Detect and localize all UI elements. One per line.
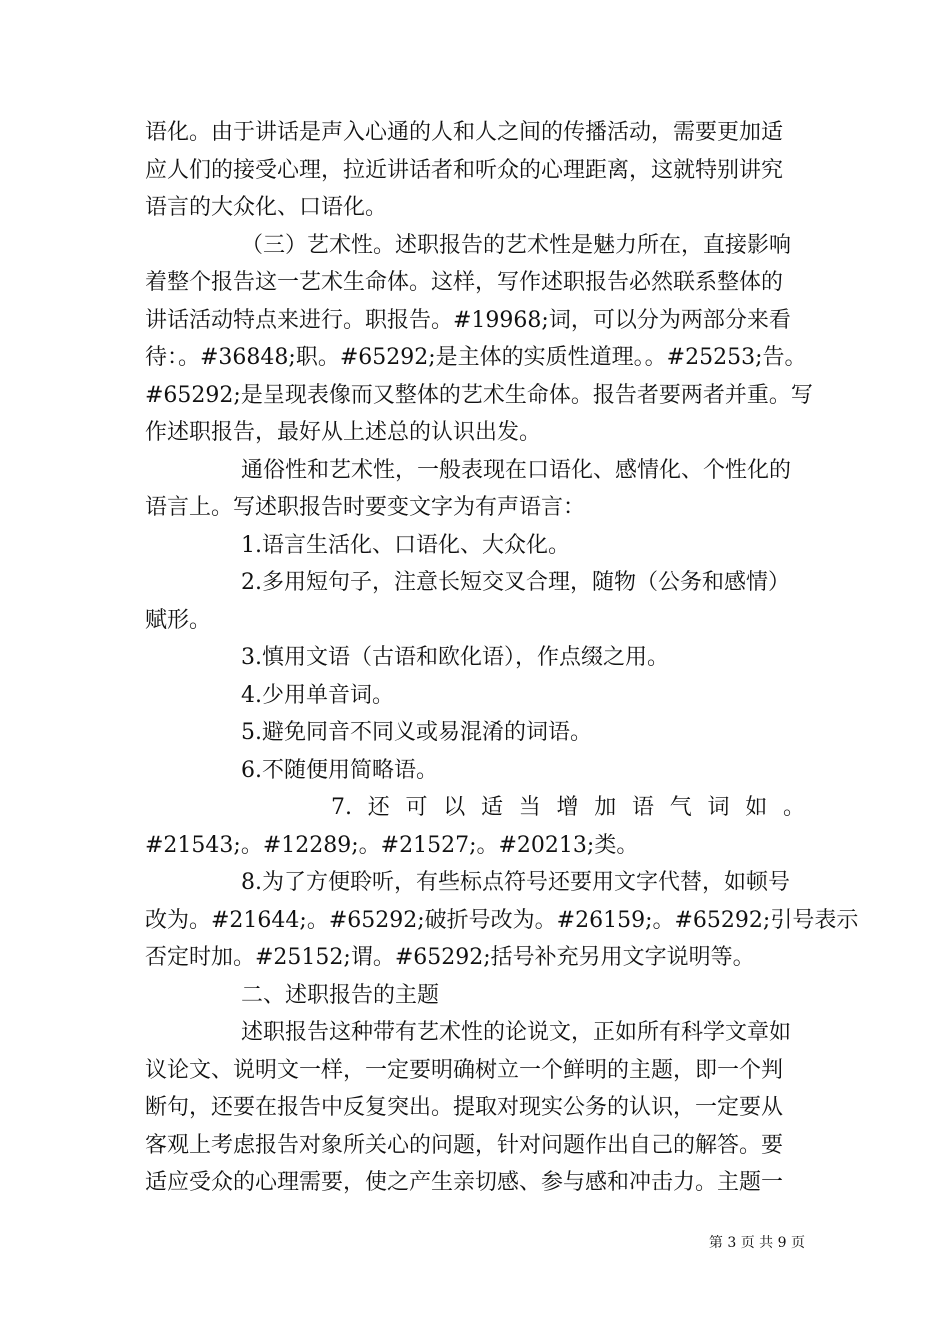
word: 语: [631, 795, 654, 820]
text-line: #21543;。#12289;。#21527;。#20213;类。: [145, 832, 639, 858]
text-line: 讲话活动特点来进行。职报告。#19968;词，可以分为两部分来看: [145, 307, 791, 333]
list-item: 1.语言生活化、口语化、大众化。: [241, 532, 570, 558]
word: 增: [556, 795, 579, 820]
justified-list-item: [145, 789, 805, 827]
text-line: （三）艺术性。述职报告的艺术性是魅力所在，直接影响: [241, 232, 792, 258]
text-line: 应人们的接受心理，拉近讲话者和听众的心理距离，这就特别讲究: [145, 157, 784, 183]
text-line: 待：。#36848;职。#65292;是主体的实质性道理。。#25253;告。: [145, 345, 807, 370]
word: 加: [594, 795, 617, 820]
page-number: 第 3 页 共 9 页: [708, 1235, 805, 1251]
body-text: [145, 114, 859, 1202]
text-line: 语言的大众化、口语化。: [145, 195, 388, 220]
text-line: 适应受众的心理需要，使之产生亲切感、参与感和冲击力。主题一: [145, 1170, 784, 1195]
text-line: 作述职报告，最好从上述总的认识出发。: [145, 420, 542, 445]
list-item: 2.多用短句子，注意长短交叉合理，随物（公务和感情）: [241, 570, 790, 595]
text-line: 赋形。: [145, 607, 212, 633]
word: 如: [745, 795, 768, 820]
list-item: 8.为了方便聆听，有些标点符号还要用文字代替，如顿号: [241, 870, 790, 895]
word: 以: [443, 795, 466, 820]
list-item: 3.慎用文语（古语和欧化语），作点缀之用。: [241, 645, 669, 670]
text-line: 语化。由于讲话是声入心通的人和人之间的传播活动，需要更加适: [145, 120, 784, 145]
list-item: 4.少用单音词。: [241, 682, 394, 708]
text-line: 断句，还要在报告中反复突出。提取对现实公务的认识，一定要从: [145, 1095, 784, 1120]
word: 气: [669, 795, 692, 820]
text-line: 改为。#21644;。#65292;破折号改为。#26159;。#65292;引号表示: [145, 907, 859, 933]
word: 词: [707, 795, 730, 820]
text-line: 述职报告这种带有艺术性的论说文，正如所有科学文章如: [241, 1020, 792, 1045]
text-line: 通俗性和艺术性，一般表现在口语化、感情化、个性化的: [241, 457, 792, 483]
list-item: 6.不随便用简略语。: [241, 757, 438, 783]
word: 适: [480, 795, 503, 820]
word: 当: [518, 795, 541, 820]
list-item: 5.避免同音不同义或易混淆的词语。: [241, 720, 592, 745]
text-line: 客观上考虑报告对象所关心的问题，针对问题作出自己的解答。要: [145, 1132, 784, 1158]
text-line: 语言上。写述职报告时要变文字为有声语言：: [145, 495, 586, 520]
word: 7.: [331, 795, 352, 820]
text-line: 着整个报告这一艺术生命体。这样，写作述职报告必然联系整体的: [145, 270, 784, 295]
word: 。: [782, 795, 805, 820]
section-heading: 二、述职报告的主题: [241, 982, 440, 1008]
text-line: #65292;是呈现表像而又整体的艺术生命体。报告者要两者并重。写: [145, 382, 813, 408]
word: 可: [405, 795, 428, 820]
text-line: 否定时加。#25152;谓。#65292;括号补充另用文字说明等。: [145, 945, 755, 970]
word: 还: [367, 795, 390, 820]
text-line: 议论文、说明文一样，一定要明确树立一个鲜明的主题，即一个判: [145, 1057, 784, 1083]
